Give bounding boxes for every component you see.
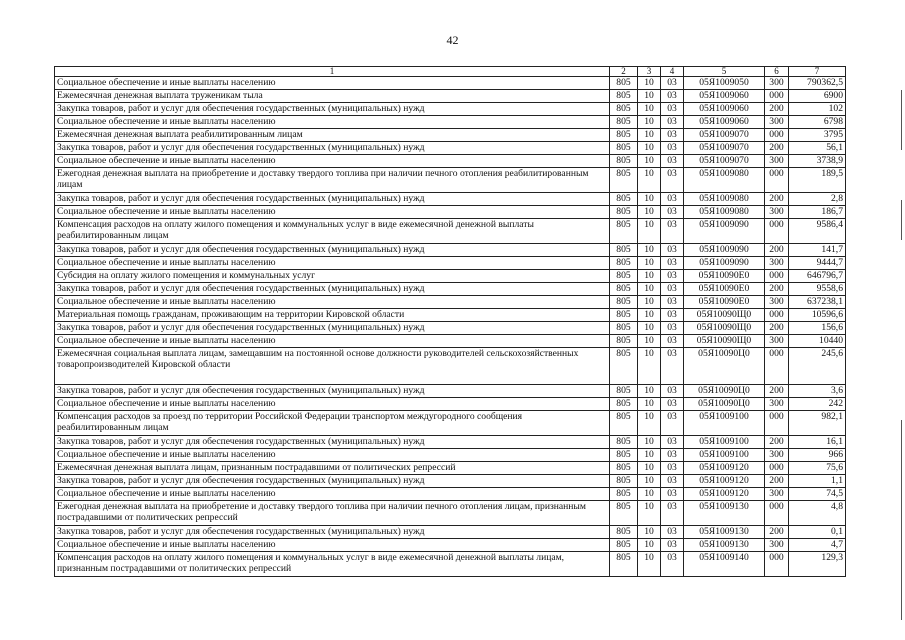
subsection-code-cell: 03 <box>661 552 684 577</box>
amount-cell: 1,1 <box>789 475 846 488</box>
expense-name-cell: Социальное обеспечение и иные выплаты населению <box>55 77 610 90</box>
table-row <box>55 335 846 348</box>
section-code-cell: 10 <box>638 462 661 475</box>
amount-cell: 141,7 <box>789 244 846 257</box>
ministry-code-cell: 805 <box>610 296 638 309</box>
expense-type-cell: 200 <box>765 142 789 155</box>
amount-cell: 10596,6 <box>789 309 846 322</box>
section-code-cell: 10 <box>638 129 661 142</box>
subsection-code-cell: 03 <box>661 116 684 129</box>
header-col-5: 5 <box>684 67 765 77</box>
subsection-code-cell: 03 <box>661 309 684 322</box>
section-code-cell: 10 <box>638 322 661 335</box>
scan-edge-mark <box>901 420 902 620</box>
table-row <box>55 526 846 539</box>
expense-name-cell: Социальное обеспечение и иные выплаты населению <box>55 335 610 348</box>
ministry-code-cell: 805 <box>610 77 638 90</box>
section-code-cell: 10 <box>638 436 661 449</box>
amount-cell: 3738,9 <box>789 155 846 168</box>
table-row <box>55 322 846 335</box>
table-row <box>55 462 846 475</box>
table-row <box>55 348 846 385</box>
subsection-code-cell: 03 <box>661 219 684 244</box>
expense-name-cell: Компенсация расходов на оплату жилого помещения и коммунальных услуг в виде ежемесячной денежной выплаты лицам, признанным пострадавшими от политических репрессий <box>55 552 610 577</box>
section-code-cell: 10 <box>638 488 661 501</box>
target-article-cell: 05Я10090Е0 <box>684 270 765 283</box>
table-row <box>55 309 846 322</box>
expense-type-cell: 300 <box>765 116 789 129</box>
expense-name-cell: Социальное обеспечение и иные выплаты населению <box>55 257 610 270</box>
target-article-cell: 05Я1009120 <box>684 488 765 501</box>
amount-cell: 4,8 <box>789 501 846 526</box>
target-article-cell: 05Я1009080 <box>684 206 765 219</box>
subsection-code-cell: 03 <box>661 270 684 283</box>
ministry-code-cell: 805 <box>610 462 638 475</box>
section-code-cell: 10 <box>638 283 661 296</box>
expense-type-cell: 200 <box>765 436 789 449</box>
amount-cell: 56,1 <box>789 142 846 155</box>
page-number: 42 <box>446 33 459 47</box>
table-row <box>55 449 846 462</box>
expense-type-cell: 000 <box>765 462 789 475</box>
expense-type-cell: 000 <box>765 552 789 577</box>
expense-type-cell: 200 <box>765 385 789 398</box>
target-article-cell: 05Я10090Ц0 <box>684 348 765 385</box>
expense-type-cell: 200 <box>765 283 789 296</box>
ministry-code-cell: 805 <box>610 335 638 348</box>
section-code-cell: 10 <box>638 348 661 385</box>
table-row <box>55 129 846 142</box>
expense-name-cell: Закупка товаров, работ и услуг для обеспечения государственных (муниципальных) нужд <box>55 526 610 539</box>
expense-type-cell: 300 <box>765 206 789 219</box>
amount-cell: 9558,6 <box>789 283 846 296</box>
ministry-code-cell: 805 <box>610 155 638 168</box>
expense-type-cell: 200 <box>765 103 789 116</box>
expense-name-cell: Ежемесячная социальная выплата лицам, замещавшим на постоянной основе должности руководителей сельскохозяйственных товаропроизводителей Кировской области <box>55 348 610 385</box>
section-code-cell: 10 <box>638 526 661 539</box>
table-row <box>55 411 846 436</box>
target-article-cell: 05Я1009090 <box>684 257 765 270</box>
target-article-cell: 05Я1009090 <box>684 244 765 257</box>
expense-type-cell: 300 <box>765 155 789 168</box>
ministry-code-cell: 805 <box>610 103 638 116</box>
section-code-cell: 10 <box>638 385 661 398</box>
ministry-code-cell: 805 <box>610 206 638 219</box>
ministry-code-cell: 805 <box>610 449 638 462</box>
subsection-code-cell: 03 <box>661 475 684 488</box>
table-row <box>55 552 846 577</box>
ministry-code-cell: 805 <box>610 526 638 539</box>
subsection-code-cell: 03 <box>661 449 684 462</box>
table-row <box>55 385 846 398</box>
amount-cell: 9444,7 <box>789 257 846 270</box>
amount-cell: 4,7 <box>789 539 846 552</box>
expense-name-cell: Закупка товаров, работ и услуг для обеспечения государственных (муниципальных) нужд <box>55 142 610 155</box>
table-row <box>55 116 846 129</box>
expense-name-cell: Социальное обеспечение и иные выплаты населению <box>55 539 610 552</box>
ministry-code-cell: 805 <box>610 385 638 398</box>
ministry-code-cell: 805 <box>610 322 638 335</box>
subsection-code-cell: 03 <box>661 526 684 539</box>
ministry-code-cell: 805 <box>610 501 638 526</box>
amount-cell: 74,5 <box>789 488 846 501</box>
amount-cell: 242 <box>789 398 846 411</box>
target-article-cell: 05Я1009120 <box>684 475 765 488</box>
subsection-code-cell: 03 <box>661 129 684 142</box>
amount-cell: 9586,4 <box>789 219 846 244</box>
section-code-cell: 10 <box>638 309 661 322</box>
expense-name-cell: Ежемесячная денежная выплата лицам, признанным пострадавшими от политических репрессий <box>55 462 610 475</box>
table-row <box>55 488 846 501</box>
target-article-cell: 05Я10090Щ0 <box>684 335 765 348</box>
section-code-cell: 10 <box>638 155 661 168</box>
target-article-cell: 05Я1009080 <box>684 168 765 193</box>
expense-name-cell: Компенсация расходов за проезд по территории Российской Федерации транспортом междугородного сообщения реабилитированным лицам <box>55 411 610 436</box>
section-code-cell: 10 <box>638 411 661 436</box>
expense-name-cell: Закупка товаров, работ и услуг для обеспечения государственных (муниципальных) нужд <box>55 475 610 488</box>
table-row <box>55 168 846 193</box>
expense-name-cell: Социальное обеспечение и иные выплаты населению <box>55 449 610 462</box>
ministry-code-cell: 805 <box>610 168 638 193</box>
amount-cell: 0,1 <box>789 526 846 539</box>
expense-type-cell: 200 <box>765 526 789 539</box>
ministry-code-cell: 805 <box>610 348 638 385</box>
expense-type-cell: 000 <box>765 168 789 193</box>
subsection-code-cell: 03 <box>661 155 684 168</box>
amount-cell: 10440 <box>789 335 846 348</box>
ministry-code-cell: 805 <box>610 283 638 296</box>
section-code-cell: 10 <box>638 449 661 462</box>
expense-type-cell: 200 <box>765 475 789 488</box>
subsection-code-cell: 03 <box>661 103 684 116</box>
expense-type-cell: 000 <box>765 129 789 142</box>
ministry-code-cell: 805 <box>610 398 638 411</box>
subsection-code-cell: 03 <box>661 335 684 348</box>
expense-type-cell: 000 <box>765 309 789 322</box>
section-code-cell: 10 <box>638 539 661 552</box>
expense-type-cell: 300 <box>765 257 789 270</box>
expense-name-cell: Ежегодная денежная выплата на приобретение и доставку твердого топлива при наличии печного отопления реабилитированным лицам <box>55 168 610 193</box>
target-article-cell: 05Я10090Е0 <box>684 283 765 296</box>
expense-type-cell: 300 <box>765 335 789 348</box>
target-article-cell: 05Я1009060 <box>684 103 765 116</box>
section-code-cell: 10 <box>638 103 661 116</box>
target-article-cell: 05Я1009080 <box>684 193 765 206</box>
section-code-cell: 10 <box>638 244 661 257</box>
expense-type-cell: 200 <box>765 322 789 335</box>
target-article-cell: 05Я10090Ц0 <box>684 385 765 398</box>
ministry-code-cell: 805 <box>610 539 638 552</box>
expense-name-cell: Ежемесячная денежная выплата реабилитированным лицам <box>55 129 610 142</box>
section-code-cell: 10 <box>638 142 661 155</box>
amount-cell: 982,1 <box>789 411 846 436</box>
expense-type-cell: 200 <box>765 193 789 206</box>
section-code-cell: 10 <box>638 206 661 219</box>
expense-name-cell: Закупка товаров, работ и услуг для обеспечения государственных (муниципальных) нужд <box>55 193 610 206</box>
target-article-cell: 05Я1009130 <box>684 501 765 526</box>
amount-cell: 129,3 <box>789 552 846 577</box>
subsection-code-cell: 03 <box>661 77 684 90</box>
expense-type-cell: 300 <box>765 77 789 90</box>
amount-cell: 245,6 <box>789 348 846 385</box>
subsection-code-cell: 03 <box>661 142 684 155</box>
target-article-cell: 05Я1009130 <box>684 539 765 552</box>
expense-type-cell: 300 <box>765 296 789 309</box>
expense-type-cell: 000 <box>765 90 789 103</box>
expense-type-cell: 000 <box>765 270 789 283</box>
subsection-code-cell: 03 <box>661 193 684 206</box>
expense-name-cell: Ежемесячная денежная выплата труженикам тыла <box>55 90 610 103</box>
subsection-code-cell: 03 <box>661 257 684 270</box>
expense-type-cell: 200 <box>765 244 789 257</box>
ministry-code-cell: 805 <box>610 436 638 449</box>
table-row <box>55 219 846 244</box>
target-article-cell: 05Я1009120 <box>684 462 765 475</box>
table-header-row <box>55 67 846 77</box>
target-article-cell: 05Я10090Е0 <box>684 296 765 309</box>
subsection-code-cell: 03 <box>661 296 684 309</box>
section-code-cell: 10 <box>638 335 661 348</box>
section-code-cell: 10 <box>638 193 661 206</box>
section-code-cell: 10 <box>638 501 661 526</box>
target-article-cell: 05Я1009070 <box>684 142 765 155</box>
expense-name-cell: Социальное обеспечение и иные выплаты населению <box>55 155 610 168</box>
subsection-code-cell: 03 <box>661 206 684 219</box>
amount-cell: 189,5 <box>789 168 846 193</box>
target-article-cell: 05Я1009100 <box>684 411 765 436</box>
table-row <box>55 398 846 411</box>
ministry-code-cell: 805 <box>610 257 638 270</box>
table-row <box>55 155 846 168</box>
header-col-1: 1 <box>55 67 610 77</box>
amount-cell: 75,6 <box>789 462 846 475</box>
table-row <box>55 103 846 116</box>
amount-cell: 790362,5 <box>789 77 846 90</box>
budget-table <box>54 66 846 577</box>
table-row <box>55 257 846 270</box>
ministry-code-cell: 805 <box>610 90 638 103</box>
expense-type-cell: 000 <box>765 411 789 436</box>
header-col-6: 6 <box>765 67 789 77</box>
table-row <box>55 244 846 257</box>
table-row <box>55 206 846 219</box>
ministry-code-cell: 805 <box>610 219 638 244</box>
subsection-code-cell: 03 <box>661 348 684 385</box>
section-code-cell: 10 <box>638 475 661 488</box>
expense-name-cell: Закупка товаров, работ и услуг для обеспечения государственных (муниципальных) нужд <box>55 103 610 116</box>
section-code-cell: 10 <box>638 219 661 244</box>
amount-cell: 2,8 <box>789 193 846 206</box>
subsection-code-cell: 03 <box>661 462 684 475</box>
ministry-code-cell: 805 <box>610 129 638 142</box>
header-col-2: 2 <box>610 67 638 77</box>
expense-name-cell: Социальное обеспечение и иные выплаты населению <box>55 116 610 129</box>
amount-cell: 16,1 <box>789 436 846 449</box>
expense-type-cell: 300 <box>765 449 789 462</box>
amount-cell: 186,7 <box>789 206 846 219</box>
header-col-4: 4 <box>661 67 684 77</box>
expense-name-cell: Материальная помощь гражданам, проживающим на территории Кировской области <box>55 309 610 322</box>
table-row <box>55 90 846 103</box>
subsection-code-cell: 03 <box>661 436 684 449</box>
expense-name-cell: Социальное обеспечение и иные выплаты населению <box>55 488 610 501</box>
amount-cell: 966 <box>789 449 846 462</box>
table-row <box>55 270 846 283</box>
subsection-code-cell: 03 <box>661 385 684 398</box>
section-code-cell: 10 <box>638 168 661 193</box>
target-article-cell: 05Я10090Щ0 <box>684 309 765 322</box>
ministry-code-cell: 805 <box>610 309 638 322</box>
expense-name-cell: Закупка товаров, работ и услуг для обеспечения государственных (муниципальных) нужд <box>55 244 610 257</box>
expense-type-cell: 300 <box>765 398 789 411</box>
amount-cell: 3795 <box>789 129 846 142</box>
subsection-code-cell: 03 <box>661 539 684 552</box>
table-row <box>55 475 846 488</box>
section-code-cell: 10 <box>638 398 661 411</box>
ministry-code-cell: 805 <box>610 193 638 206</box>
table-row <box>55 296 846 309</box>
section-code-cell: 10 <box>638 77 661 90</box>
target-article-cell: 05Я1009100 <box>684 449 765 462</box>
expense-name-cell: Закупка товаров, работ и услуг для обеспечения государственных (муниципальных) нужд <box>55 385 610 398</box>
header-col-3: 3 <box>638 67 661 77</box>
table-row <box>55 142 846 155</box>
subsection-code-cell: 03 <box>661 90 684 103</box>
expense-type-cell: 300 <box>765 488 789 501</box>
table-row <box>55 539 846 552</box>
ministry-code-cell: 805 <box>610 475 638 488</box>
section-code-cell: 10 <box>638 90 661 103</box>
section-code-cell: 10 <box>638 552 661 577</box>
amount-cell: 6798 <box>789 116 846 129</box>
subsection-code-cell: 03 <box>661 168 684 193</box>
expense-name-cell: Субсидия на оплату жилого помещения и коммунальных услуг <box>55 270 610 283</box>
table-body <box>55 77 846 577</box>
subsection-code-cell: 03 <box>661 244 684 257</box>
subsection-code-cell: 03 <box>661 398 684 411</box>
expense-type-cell: 000 <box>765 219 789 244</box>
target-article-cell: 05Я1009070 <box>684 155 765 168</box>
table-row <box>55 283 846 296</box>
target-article-cell: 05Я10090Щ0 <box>684 322 765 335</box>
table-row <box>55 77 846 90</box>
amount-cell: 102 <box>789 103 846 116</box>
amount-cell: 646796,7 <box>789 270 846 283</box>
amount-cell: 156,6 <box>789 322 846 335</box>
section-code-cell: 10 <box>638 257 661 270</box>
expense-type-cell: 300 <box>765 539 789 552</box>
expense-name-cell: Ежегодная денежная выплата на приобретение и доставку твердого топлива при наличии печного отопления лицам, признанным пострадавшими от политических репрессий <box>55 501 610 526</box>
table-row <box>55 436 846 449</box>
section-code-cell: 10 <box>638 296 661 309</box>
subsection-code-cell: 03 <box>661 283 684 296</box>
amount-cell: 3,6 <box>789 385 846 398</box>
subsection-code-cell: 03 <box>661 488 684 501</box>
target-article-cell: 05Я1009140 <box>684 552 765 577</box>
ministry-code-cell: 805 <box>610 552 638 577</box>
expense-type-cell: 000 <box>765 501 789 526</box>
amount-cell: 637238,1 <box>789 296 846 309</box>
table-row <box>55 193 846 206</box>
target-article-cell: 05Я1009090 <box>684 219 765 244</box>
expense-name-cell: Социальное обеспечение и иные выплаты населению <box>55 296 610 309</box>
target-article-cell: 05Я1009100 <box>684 436 765 449</box>
expense-name-cell: Социальное обеспечение и иные выплаты населению <box>55 398 610 411</box>
section-code-cell: 10 <box>638 270 661 283</box>
target-article-cell: 05Я10090Ц0 <box>684 398 765 411</box>
target-article-cell: 05Я1009070 <box>684 129 765 142</box>
subsection-code-cell: 03 <box>661 411 684 436</box>
header-col-7: 7 <box>789 67 846 77</box>
ministry-code-cell: 805 <box>610 411 638 436</box>
scan-edge-mark <box>901 200 902 240</box>
target-article-cell: 05Я1009060 <box>684 116 765 129</box>
ministry-code-cell: 805 <box>610 270 638 283</box>
table-row <box>55 501 846 526</box>
ministry-code-cell: 805 <box>610 488 638 501</box>
expense-name-cell: Закупка товаров, работ и услуг для обеспечения государственных (муниципальных) нужд <box>55 436 610 449</box>
target-article-cell: 05Я1009130 <box>684 526 765 539</box>
expense-type-cell: 000 <box>765 348 789 385</box>
expense-name-cell: Закупка товаров, работ и услуг для обеспечения государственных (муниципальных) нужд <box>55 322 610 335</box>
expense-name-cell: Компенсация расходов на оплату жилого помещения и коммунальных услуг в виде ежемесячной денежной выплаты реабилитированным лицам <box>55 219 610 244</box>
subsection-code-cell: 03 <box>661 322 684 335</box>
target-article-cell: 05Я1009060 <box>684 90 765 103</box>
target-article-cell: 05Я1009050 <box>684 77 765 90</box>
ministry-code-cell: 805 <box>610 142 638 155</box>
scan-edge-mark <box>901 90 902 150</box>
expense-name-cell: Социальное обеспечение и иные выплаты населению <box>55 206 610 219</box>
section-code-cell: 10 <box>638 116 661 129</box>
ministry-code-cell: 805 <box>610 244 638 257</box>
expense-name-cell: Закупка товаров, работ и услуг для обеспечения государственных (муниципальных) нужд <box>55 283 610 296</box>
amount-cell: 6900 <box>789 90 846 103</box>
ministry-code-cell: 805 <box>610 116 638 129</box>
subsection-code-cell: 03 <box>661 501 684 526</box>
